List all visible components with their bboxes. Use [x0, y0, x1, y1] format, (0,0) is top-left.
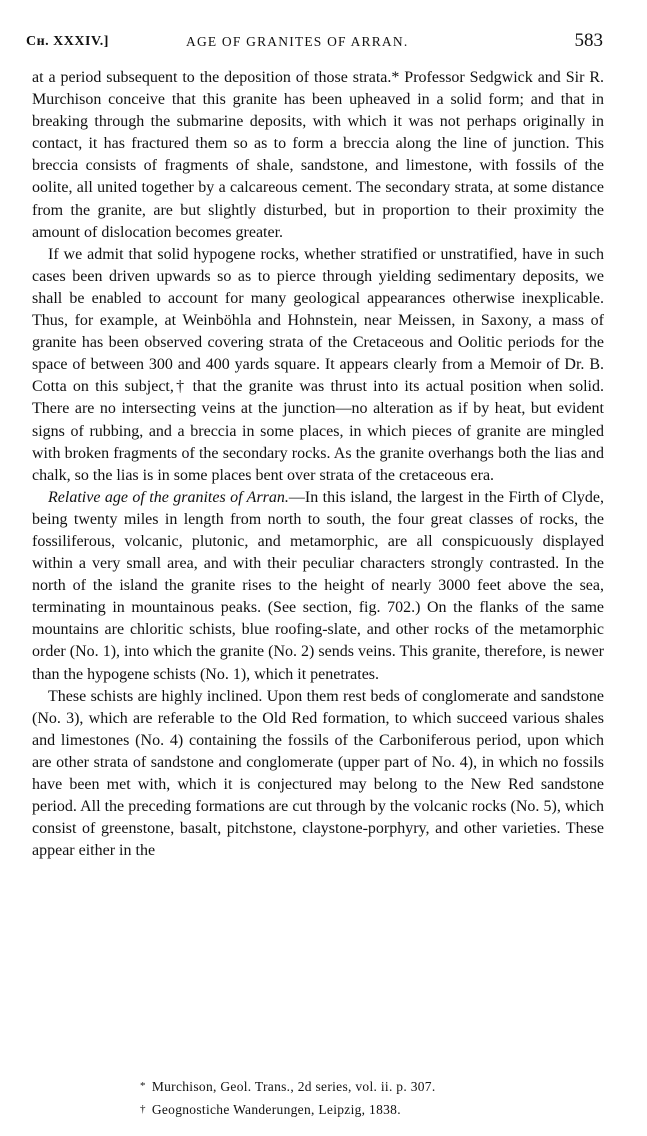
running-title: AGE OF GRANITES OF ARRAN. — [186, 34, 409, 49]
paragraph-2-text: If we admit that solid hypogene rocks, whether stratified or unstratified, have in such cases been driven upwards so as to pierce through yielding sedimentary deposits, we shall be enabled to account for many geological appearances otherwise inexplicable. Thus, for example, at Weinböhla and Hohnstein, near Meissen, in Saxony, a mass of granite has been observed covering strata of the Cretaceous and Oolitic periods for the space of between 300 and 400 yards square. It appears clearly from a Memoir of Dr. B. Cotta on this subject,† that the granite was thrust into its actual position when solid. There are no intersecting veins at the junction—no alteration as if by heat, but evident signs of rubbing, and a breccia in some places, in which pieces of granite are mingled with broken fragments of the secondary rocks. As the granite overhangs both the lias and chalk, so the lias is in some places bent over strata of the cretaceous era. — [32, 245, 604, 484]
page-number: 583 — [574, 30, 603, 51]
paragraph-3-text: —In this island, the largest in the Firth of Clyde, being twenty miles in length from north to south, the four great classes of rocks, the fossiliferous, volcanic, plutonic, and metamorphic, are all conspicuously displayed within a very small area, and with their peculiar characters strongly contrasted. In the north of the island the granite rises to the height of nearly 3000 feet above the sea, terminating in mountainous peaks. (See section, fig. 702.) On the flanks of the same mountains are chloritic schists, blue roofing-slate, and other rocks of the metamorphic order (No. 1), into which the granite (No. 2) sends veins. This granite, therefore, is newer than the hypogene schists (No. 1), which it penetrates. — [32, 488, 604, 683]
footnote-1 — [140, 1075, 600, 1098]
body-text — [32, 67, 604, 862]
paragraph-4 — [32, 686, 604, 863]
footnote-1-mark: * — [140, 1080, 146, 1092]
footnote-2-mark: † — [140, 1103, 146, 1115]
paragraph-1 — [32, 67, 604, 244]
footnotes — [140, 1075, 600, 1121]
paragraph-2 — [32, 244, 604, 487]
section-heading-arran: Relative age of the granites of Arran. — [48, 488, 289, 506]
footnote-1-text: Murchison, Geol. Trans., 2d series, vol. ii. p. 307. — [151, 1079, 436, 1094]
paragraph-1-text: at a period subsequent to the deposition of those strata.* Professor Sedgwick and Sir R. Murchison conceive that this granite has been upheaved in a solid form; and that in breaking through the submarine deposits, with which it was not perhaps originally in contact, it has fractured them so as to form a breccia along the line of junction. This breccia consists of fragments of shale, sandstone, and limestone, with fossils of the oolite, all united together by a calcareous cement. The secondary strata, at some distance from the granite, are but slightly disturbed, but in proportion to their proximity the amount of dislocation becomes greater. — [32, 69, 604, 241]
running-head — [26, 30, 603, 54]
chapter-label: Cʜ. XXXIV.] — [26, 34, 109, 49]
footnote-2-text: Geognostiche Wanderungen, Leipzig, 1838. — [151, 1102, 401, 1117]
paragraph-4-text: These schists are highly inclined. Upon them rest beds of conglomerate and sandstone (No. 3), which are referable to the Old Red formation, to which succeed various shales and limestones (No. 4) containing the fossils of the Carboniferous period, upon which are other strata of sandstone and conglomerate (upper part of No. 4), in which no fossils have been met with, which it is conjectured may belong to the New Red sandstone period. All the preceding formations are cut through by the volcanic rocks (No. 5), which consist of greenstone, basalt, pitchstone, claystone-porphyry, and other varieties. These appear either in the — [32, 687, 604, 860]
paragraph-3 — [32, 487, 604, 686]
footnote-2 — [140, 1098, 600, 1121]
